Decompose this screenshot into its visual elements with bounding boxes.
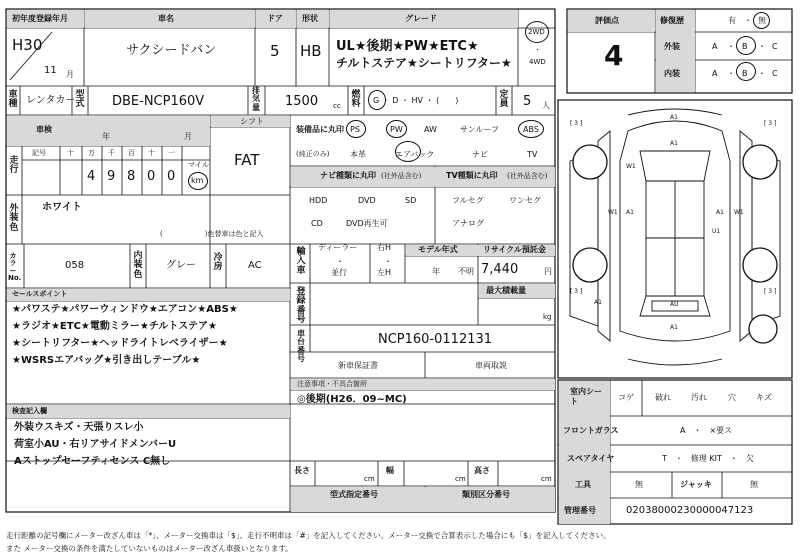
grade-line-1: UL★後期★PW★ETC★	[336, 39, 479, 54]
mile-unit: マイル	[188, 161, 209, 169]
mark-a1: A1	[670, 140, 678, 147]
equip-ps: PS	[350, 125, 360, 134]
sales-line-2: ★ラジオ★ETC★電動ミラー★チルトステア★	[12, 321, 218, 332]
inspection-month-unit: 月	[184, 132, 192, 141]
mileage-digit: 0	[147, 169, 156, 184]
equip-leather: 本革	[350, 150, 366, 159]
recycle-value: 7,440	[481, 262, 519, 277]
int-color-label: 内装色	[133, 251, 143, 280]
cc-unit: cc	[333, 102, 341, 110]
navi-type-label: ナビ種類に丸印	[320, 171, 376, 180]
tv-oneseg: ワンセグ	[509, 196, 541, 205]
equipment-label: 装備品に丸印	[296, 125, 344, 134]
jack-label: ジャッキ	[680, 480, 712, 489]
km-unit: km	[191, 176, 204, 185]
first-reg-label: 初年度登録年月	[12, 14, 68, 23]
import-dot2: ・	[384, 257, 392, 266]
fuel-options: G ・ D ・ HV ・ ( )	[373, 96, 459, 105]
windshield-options: A ・ ×要ス	[680, 426, 733, 435]
drive-2wd: 2WD	[528, 28, 545, 36]
tv-type-sub: (社外品含む)	[507, 172, 548, 180]
int-dot1: ・	[727, 69, 735, 78]
model-year-label: モデル年式	[418, 245, 458, 254]
import-label: 輸入車	[296, 247, 306, 276]
footer-line-2: また メーター交換の条件を満たしていないものはメーター改ざん車扱いとなります。	[6, 544, 293, 553]
sales-line-1: ★パワステ★パワーウィンドウ★エアコン★ABS★	[12, 304, 238, 315]
drive-dot: ・	[534, 46, 541, 54]
inspection-year-unit: 年	[102, 132, 110, 141]
car-name: サクシードバン	[126, 43, 217, 58]
shift-label: シフト	[240, 117, 264, 126]
door-label: ドア	[267, 14, 283, 23]
repair-opt-yes: 有	[728, 16, 736, 25]
sales-label: セールスポイント	[12, 290, 68, 298]
ext-color-value: ホワイト	[42, 202, 82, 213]
inspection-label: 車検	[36, 125, 52, 134]
bracket-3: [ 3 ]	[570, 120, 583, 127]
notice-label: 注意事項・不具合箇所	[297, 380, 367, 388]
ext-dot1: ・	[727, 42, 735, 51]
mark-a1: A1	[594, 299, 602, 306]
wheel-rear-right	[743, 248, 777, 282]
displacement-label: 排気量	[252, 86, 260, 112]
kg-unit: kg	[543, 313, 552, 321]
equip-sunroof: サンルーフ	[460, 125, 499, 134]
jack-value: 無	[750, 480, 758, 489]
car-damage-diagram	[558, 101, 792, 377]
import-dot: ・	[336, 257, 344, 266]
new-warranty: 新車保証書	[338, 361, 378, 370]
int-b: B	[742, 69, 748, 78]
inspector-line-1: 外装ウスキズ・天張りスレ小	[14, 422, 144, 433]
int-color-value: グレー	[166, 260, 196, 271]
fuel-label: 燃料	[351, 90, 361, 110]
ext-color-label: 外装色	[9, 204, 19, 233]
wheel-front-right	[743, 145, 777, 179]
int-a: A	[712, 69, 718, 78]
equip-abs: ABS	[523, 125, 539, 134]
footer-line-1: 走行距離の記号欄にメーター改ざん車は「*」、メーター交換車は「$」、走行不明車は「#」を記入してください。メーター交換で合算表示した場合にも「$」を記入してください。	[6, 531, 611, 540]
navi-hdd: HDD	[309, 196, 328, 205]
ext-c: C	[772, 42, 778, 51]
seat-opt-dirt: 汚れ	[691, 393, 707, 402]
width-unit: cm	[455, 475, 466, 483]
wheel-front-left	[573, 145, 607, 179]
digit-h1: 十	[67, 149, 74, 157]
height-label: 高さ	[474, 466, 490, 475]
length-label: 長さ	[294, 466, 310, 475]
reg-no-label: 登録番号	[296, 287, 306, 326]
body-type: レンタカー	[26, 95, 76, 106]
import-left-h: 左H	[377, 268, 392, 277]
length-unit: cm	[364, 475, 375, 483]
tv-analog: アナログ	[452, 219, 484, 228]
int-dot2: ・	[758, 69, 766, 78]
mark-u1: U1	[712, 228, 721, 235]
import-right-h: 右H	[377, 243, 392, 252]
wheel-spare	[749, 315, 777, 343]
height-unit: cm	[541, 475, 552, 483]
chassis-label: 車台番号	[297, 329, 305, 364]
bracket-3: [ 3 ]	[570, 288, 583, 295]
hdr-bg	[7, 405, 290, 418]
ext-a: A	[712, 42, 718, 51]
shift-value: FAT	[234, 151, 260, 169]
equip-pw: PW	[390, 125, 403, 134]
mileage-digit: 4	[87, 169, 96, 184]
interior-label: 内装	[664, 69, 680, 78]
type-no-label: 型式指定番号	[330, 490, 378, 499]
score-label: 評価点	[595, 16, 619, 25]
mileage-label: 走行	[9, 156, 19, 176]
equip-navi: ナビ	[472, 150, 488, 159]
chassis-value: NCP160-0112131	[378, 332, 493, 347]
recycle-label: リサイクル預託金	[483, 245, 546, 254]
mark-a1: A1	[670, 114, 678, 121]
equip-tv: TV	[527, 150, 538, 159]
inspector-line-3: Aストップセーフティセンス C無し	[14, 456, 171, 467]
month-unit: 月	[66, 70, 74, 79]
navi-sd: SD	[405, 196, 417, 205]
code-label: 記号	[32, 149, 46, 157]
digit-h4: 百	[128, 149, 135, 157]
mileage-digit: 0	[167, 169, 176, 184]
repair-label: 修復歴	[660, 16, 684, 25]
drive-4wd: 4WD	[529, 58, 546, 66]
bracket-3: [ 3 ]	[764, 120, 777, 127]
mark-w1: W1	[608, 209, 618, 216]
navi-cd: CD	[311, 219, 323, 228]
interior-seat-label: 室内シート	[570, 387, 602, 407]
color-note: ( )色替車は色と記入	[160, 230, 264, 238]
digit-h6: 一	[168, 149, 175, 157]
bracket-3: [ 3 ]	[764, 288, 777, 295]
model-code: DBE-NCP160V	[112, 94, 205, 109]
mark-w1: W1	[734, 209, 744, 216]
sales-line-4: ★WSRSエアバッグ★引き出しテーブル★	[12, 355, 201, 366]
navi-dvd-play: DVD再生可	[346, 219, 388, 228]
ac-value: AC	[248, 260, 262, 271]
seat-opt-tear: 破れ	[655, 393, 671, 402]
inspector-label: 検査記入欄	[12, 407, 47, 415]
seat-opt-burn: コゲ	[618, 393, 634, 402]
first-reg-year: H30	[12, 36, 43, 54]
capacity-label: 定員	[499, 90, 509, 110]
grade-line-2: チルトステア★シートリフター★	[336, 56, 512, 70]
model-label: 型式	[75, 90, 85, 110]
import-dealer: ディーラー	[318, 243, 358, 252]
capacity-unit: 人	[542, 101, 550, 110]
doors: 5	[270, 42, 280, 60]
recycle-unit: 円	[544, 267, 552, 276]
digit-h3: 千	[108, 149, 115, 157]
navi-dvd: DVD	[358, 196, 376, 205]
displacement: 1500	[285, 94, 319, 109]
int-c: C	[772, 69, 778, 78]
shape-label: 形状	[302, 14, 318, 23]
ext-dot2: ・	[758, 42, 766, 51]
mark-au: AU	[670, 301, 679, 308]
equip-aw: AW	[424, 125, 437, 134]
capacity: 5	[523, 94, 532, 109]
navi-type-sub: (社外品含む)	[381, 172, 422, 180]
ac-label: 冷房	[213, 253, 223, 273]
vehicle-manual: 車両取説	[475, 361, 507, 370]
score-value: 4	[604, 39, 624, 72]
spare-label: スペアタイヤ	[567, 454, 615, 463]
width-label: 幅	[386, 466, 394, 475]
mark-w1: W1	[626, 163, 636, 170]
color-no-value: 058	[65, 260, 85, 271]
max-load-label: 最大積載量	[486, 286, 526, 295]
spare-options: T ・ 修理 KIT ・ 欠	[662, 454, 754, 463]
tv-type-label: TV種類に丸印	[446, 171, 498, 180]
model-year-unit: 年	[432, 267, 440, 276]
model-year-value: 不明	[458, 267, 474, 276]
digit-h2: 万	[88, 149, 95, 157]
ext-b: B	[742, 42, 748, 51]
grade-label: グレード	[405, 14, 437, 23]
mileage-digit: 8	[127, 169, 136, 184]
wheel-rear-left	[573, 248, 607, 282]
equipment-sub: (純正のみ)	[296, 150, 330, 158]
body-type-label: 車種	[8, 90, 18, 110]
exterior-label: 外装	[664, 42, 680, 51]
repair-opt-no: 無	[758, 16, 766, 25]
seat-opt-scratch: キズ	[756, 393, 772, 402]
seat-opt-hole: 穴	[728, 393, 736, 402]
class-no-label: 類別区分番号	[462, 490, 510, 499]
car-name-label: 車名	[158, 14, 174, 23]
notice-value: ◎後期(H26．09~MC)	[297, 394, 407, 405]
tools-label: 工具	[575, 480, 591, 489]
mgmt-label: 管理番号	[564, 506, 596, 515]
digit-h5: 十	[148, 149, 155, 157]
mark-a1: A1	[670, 324, 678, 331]
tools-value: 無	[635, 480, 643, 489]
mileage-digit: 9	[107, 169, 116, 184]
mark-a1: A1	[716, 209, 724, 216]
import-parallel: 並行	[331, 268, 347, 277]
mark-a1: A1	[626, 209, 634, 216]
sales-line-3: ★シートリフター★ヘッドライトレベライザー★	[12, 338, 228, 349]
repair-opt-dot: ・	[744, 16, 752, 25]
windshield-label: フロントガラス	[563, 426, 619, 435]
shape: HB	[300, 42, 322, 60]
mgmt-value: 02038000230000047123	[626, 505, 754, 516]
color-no-label: カラーNo.	[8, 252, 22, 283]
inspector-line-2: 荷室小AU・右リアサイドメンバーU	[14, 439, 177, 450]
tv-fullseg: フルセグ	[452, 196, 484, 205]
first-reg-month: 11	[44, 65, 57, 76]
equip-airbag: エアバック	[395, 150, 435, 159]
